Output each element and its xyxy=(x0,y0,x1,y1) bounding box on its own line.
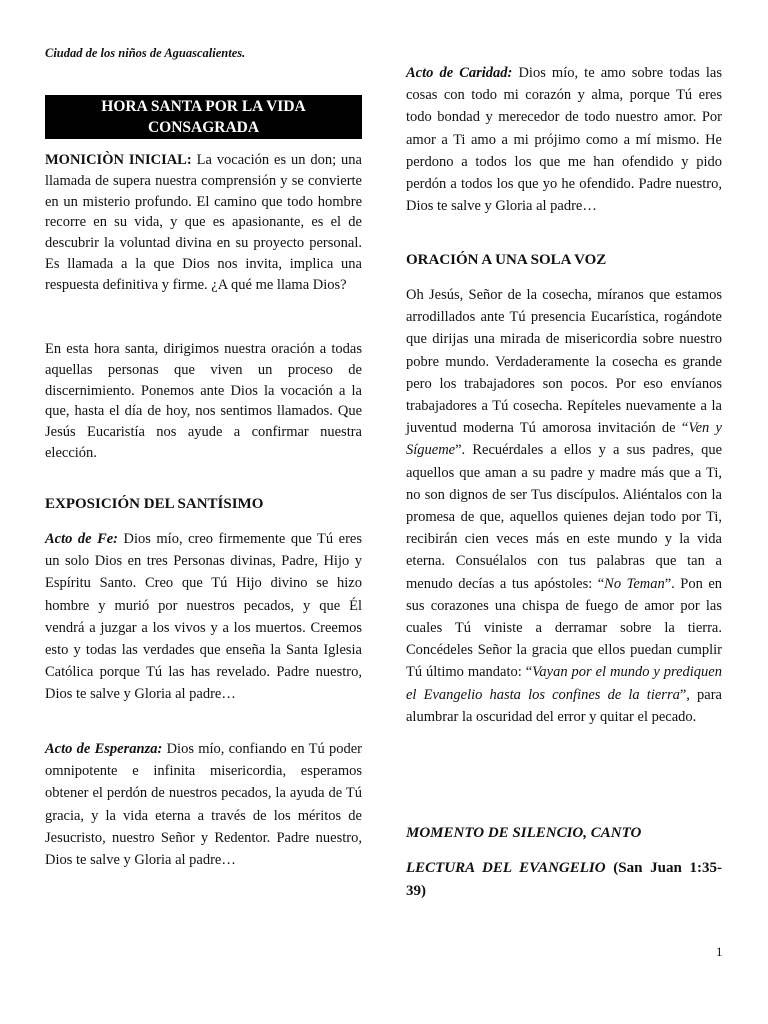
exposicion-heading: EXPOSICIÓN DEL SANTÍSIMO xyxy=(45,496,264,512)
acto-esperanza-lead: Acto de Esperanza: xyxy=(45,741,163,757)
acto-fe-text: Dios mío, creo firmemente que Tú eres un solo Dios en tres Personas divinas, Padre, Hijo y Espíritu Santo. Creo que Tú Hijo divino se hizo hombre y murió por nuestros pecados, y que Él vendrá a juzgar a los vivos y a los muertos. Creemos esto y todas las verdades que enseña la Santa Iglesia Católica porque Tú las has revelado. Padre nuestro, Dios te salve y Gloria al padre… xyxy=(45,531,362,703)
oracion-text-4: ”, para alumbrar la oscuridad del error y quitar el pecado. xyxy=(406,686,722,725)
acto-esperanza-text: Dios mío, confiando en Tú poder omnipotente e infinita misericordia, esperamos obtener el perdón de nuestros pecados, la ayuda de Tú gracia, y la vida eterna a través de los méritos de Jesucristo, nuestro Señor y Redentor. Padre nuestro, Dios te salve y Gloria al padre… xyxy=(45,741,363,869)
oracion-quote-1: Ven y Sígueme xyxy=(406,420,722,459)
acto-esperanza-paragraph xyxy=(45,738,362,871)
lectura-reference: (San Juan 1:35-39) xyxy=(406,860,722,899)
oracion-quote-3: Vayan por el mundo y prediquen el Evangelio hasta los confines de la tierra xyxy=(406,664,722,703)
title-line-1: HORA SANTA POR LA VIDA xyxy=(101,98,306,115)
oracion-quote-2: No Teman xyxy=(604,575,665,592)
oracion-text-2: ”. Recuérdales a ellos y a sus padres, que aquellos que aman a su padre y madre más que a Ti, no son dignos de ser Tus discípulos. Aliéntalos con la promesa de que, aquellos quienes dejan todo por Ti, recibirán cien veces más en este mundo y la vida eterna. Consuélalos con tus palabras que tan a menudo decías a tus apóstoles: “ xyxy=(406,442,722,592)
oracion-text-3: ”. Pon en sus corazones una chispa de fuego de amor por las cuales Tú viniste a derramar sobre la tierra. Concédeles Señor la gracia que ellos puedan cumplir Tú último mandato: “ xyxy=(406,575,723,681)
lectura-heading xyxy=(406,857,722,903)
monicion-lead: MONICIÒN INICIAL: xyxy=(45,152,192,168)
acto-caridad-paragraph xyxy=(406,62,722,217)
monicion-text: La vocación es un don; una llamada de supera nuestra comprensión y se convierte en un misterio profundo. El camino que todo hombre recorre en su vida, y que es apasionante, es el de descubrir la voluntad divina en su proyecto personal. Es llamada a la que Dios nos invita, implica una respuesta definitiva y firme. ¿A qué me llama Dios? xyxy=(45,152,362,293)
title-line-2: CONSAGRADA xyxy=(147,119,260,136)
monicion-paragraph-2: En esta hora santa, dirigimos nuestra oración a todas aquellas personas que viven un proceso de discernimiento. Ponemos ante Dios la vocación a la que, hasta el día de hoy, nos sentimos llamados. Que Jesús Eucaristía nos ayude a confirmar nuestra elección. xyxy=(45,341,362,461)
acto-fe-lead: Acto de Fe: xyxy=(45,531,119,547)
momento-heading: MOMENTO DE SILENCIO, CANTO xyxy=(406,825,642,841)
monicion-paragraph xyxy=(45,150,362,296)
acto-fe-paragraph xyxy=(45,528,362,706)
oracion-heading: ORACIÓN A UNA SOLA VOZ xyxy=(406,252,607,268)
oracion-paragraph xyxy=(406,284,722,728)
page-number: 1 xyxy=(716,944,723,959)
lectura-lead: LECTURA DEL EVANGELIO xyxy=(406,860,606,876)
document-title xyxy=(45,95,362,139)
acto-caridad-lead: Acto de Caridad: xyxy=(406,65,513,81)
oracion-text-1: Oh Jesús, Señor de la cosecha, míranos que estamos arrodillados ante Tú presencia Eucarística, rogándote que dirijas una mirada de misericordia sobre nuestro pobre mundo. Verdaderamente la cosecha es grande pero los trabajadores son pocos. Por eso envíanos trabajadores a Tú cosecha. Repíteles nuevamente a la juventud moderna Tú amorosa invitación de “ xyxy=(406,287,722,437)
document-header: Ciudad de los niños de Aguascalientes. xyxy=(45,46,246,60)
acto-caridad-text: Dios mío, te amo sobre todas las cosas con todo mi corazón y alma, porque Tú eres todo bondad y merecedor de todo nuestro amor. Por amor a Ti amo a mi prójimo como a mí mismo. He perdono a todos los que me han ofendido y pido perdón a todos los que yo he ofendido. Padre nuestro, Dios te salve y Gloria al padre… xyxy=(406,65,722,215)
